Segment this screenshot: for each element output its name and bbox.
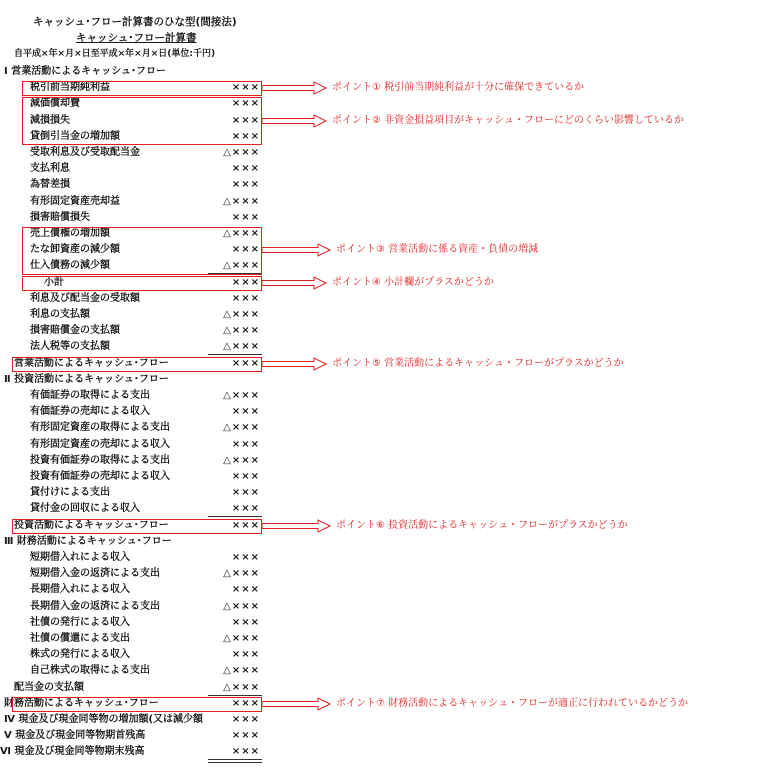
highlight-box xyxy=(12,357,262,372)
pointer-arrow-icon xyxy=(262,81,328,95)
pointer-arrow-icon xyxy=(262,697,332,711)
point-note: ポイント③ 営業活動に係る資産・負債の増減 xyxy=(336,244,539,256)
row-label: Ⅳ 現金及び現金同等物の増加額(又は減少額 xyxy=(4,714,204,725)
row-label: 有形固定資産売却益 xyxy=(30,195,120,207)
period-line: 自平成×年×月×日至平成×年×月×日(単位:千円) xyxy=(14,49,216,59)
subtotal-underline xyxy=(208,516,262,517)
row-label: 配当金の支払額 xyxy=(14,681,84,693)
row-amount: △××× xyxy=(223,309,260,320)
row-amount: ××× xyxy=(231,98,260,110)
row-label: 投資有価証券の取得による支出 xyxy=(30,454,170,466)
point-note: ポイント⑦ 財務活動によるキャッシュ・フローが適正に行われているかどうか xyxy=(336,697,688,709)
highlight-box xyxy=(22,97,262,145)
row-amount: ××× xyxy=(231,552,260,563)
row-amount: ××× xyxy=(231,487,260,499)
highlight-box xyxy=(22,276,262,291)
document-title: キャッシュ･フロー計算書のひな型(間接法) xyxy=(33,16,237,28)
row-amount: ××× xyxy=(231,114,260,126)
row-amount: △××× xyxy=(223,568,260,580)
highlight-box xyxy=(12,519,262,534)
pointer-arrow-icon xyxy=(262,357,328,371)
row-label: 売上債権の増加額 xyxy=(30,228,110,239)
total-double-underline xyxy=(208,759,262,760)
row-amount: ××× xyxy=(231,746,260,758)
point-note: ポイント② 非資金損益項目がキャッシュ・フローにどのくらい影響しているか xyxy=(332,114,684,126)
row-label: 仕入債務の減少額 xyxy=(30,260,110,272)
pointer-arrow-icon xyxy=(262,243,332,257)
row-label: Ⅵ 現金及び現金同等物期末残高 xyxy=(0,746,145,758)
row-label: 貸付けによる支出 xyxy=(30,487,110,499)
highlight-box xyxy=(22,81,262,96)
row-amount: △××× xyxy=(223,228,260,239)
highlight-box xyxy=(12,697,262,712)
row-label: Ⅱ 投資活動によるキャッシュ･フロー xyxy=(4,373,169,385)
row-amount: △××× xyxy=(223,147,260,158)
row-label: 損害賠償損失 xyxy=(30,211,90,223)
row-label: 有形固定資産の売却による収入 xyxy=(30,438,170,450)
subtotal-underline xyxy=(208,695,262,696)
row-amount: ××× xyxy=(231,244,260,256)
row-amount: ××× xyxy=(231,616,260,628)
row-label: 小計 xyxy=(44,276,64,288)
row-label: 受取利息及び受取配当金 xyxy=(30,147,140,158)
row-amount: △××× xyxy=(223,422,260,434)
total-double-underline xyxy=(208,762,262,763)
point-note: ポイント⑤ 営業活動によるキャッシュ・フローがプラスかどうか xyxy=(332,357,624,369)
row-amount: △××× xyxy=(223,633,260,644)
row-amount: ××× xyxy=(231,211,260,223)
row-label: 有形固定資産の取得による支出 xyxy=(30,422,170,434)
row-label: 長期借入れによる収入 xyxy=(30,584,130,596)
row-amount: ××× xyxy=(231,276,260,288)
row-label: 社債の償還による支出 xyxy=(30,633,130,644)
row-label: 財務活動によるキャッシュ･フロー xyxy=(4,697,159,709)
row-amount: ××× xyxy=(231,730,260,742)
row-amount: ××× xyxy=(231,584,260,596)
row-amount: ××× xyxy=(231,697,260,709)
row-label: Ⅰ 営業活動によるキャッシュ･フロー xyxy=(4,66,167,77)
row-amount: ××× xyxy=(231,357,260,369)
point-note: ポイント④ 小計欄がプラスかどうか xyxy=(332,276,494,288)
row-amount: ××× xyxy=(231,519,260,531)
row-label: Ⅲ 財務活動によるキャッシュ･フロー xyxy=(4,535,172,547)
row-amount: △××× xyxy=(223,665,260,677)
row-label: 支払利息 xyxy=(30,163,70,175)
row-amount: △××× xyxy=(223,260,260,272)
row-label: 利息の支払額 xyxy=(30,309,90,320)
row-label: 株式の発行による収入 xyxy=(30,649,130,661)
row-label: 短期借入金の返済による支出 xyxy=(30,568,160,580)
row-amount: △××× xyxy=(223,325,260,337)
row-label: 自己株式の取得による支出 xyxy=(30,665,150,677)
row-label: 法人税等の支払額 xyxy=(30,341,110,353)
row-amount: ××× xyxy=(231,714,260,725)
row-amount: △××× xyxy=(223,454,260,466)
row-label: 貸倒引当金の増加額 xyxy=(30,130,120,142)
row-label: 有価証券の取得による支出 xyxy=(30,390,150,401)
row-amount: ××× xyxy=(231,163,260,175)
row-amount: △××× xyxy=(223,341,260,353)
row-amount: ××× xyxy=(231,649,260,661)
pointer-arrow-icon xyxy=(262,276,328,290)
row-label: 社債の発行による収入 xyxy=(30,616,130,628)
row-label: Ⅴ 現金及び現金同等物期首残高 xyxy=(4,730,146,742)
row-amount: △××× xyxy=(223,600,260,612)
row-amount: ××× xyxy=(231,503,260,515)
row-label: 短期借入れによる収入 xyxy=(30,552,130,563)
row-label: たな卸資産の減少額 xyxy=(30,244,120,256)
row-label: 貸付金の回収による収入 xyxy=(30,503,140,515)
row-label: 営業活動によるキャッシュ･フロー xyxy=(14,357,169,369)
pointer-arrow-icon xyxy=(262,114,328,128)
row-label: 税引前当期純利益 xyxy=(30,82,110,94)
row-amount: ××× xyxy=(231,292,260,304)
row-amount: ××× xyxy=(231,471,260,482)
row-label: 投資活動によるキャッシュ･フロー xyxy=(14,519,169,531)
row-amount: ××× xyxy=(231,406,260,418)
row-amount: ××× xyxy=(231,130,260,142)
highlight-box xyxy=(22,227,262,275)
row-label: 為替差損 xyxy=(30,179,70,191)
row-amount: ××× xyxy=(231,179,260,191)
row-label: 損害賠償金の支払額 xyxy=(30,325,120,337)
row-amount: △××× xyxy=(223,681,260,693)
statement-subtitle: キャッシュ･フロー計算書 xyxy=(76,32,197,44)
row-amount: ××× xyxy=(231,82,260,94)
row-amount: △××× xyxy=(223,195,260,207)
point-note: ポイント⑥ 投資活動によるキャッシュ・フローがプラスかどうか xyxy=(336,519,628,531)
subtotal-underline xyxy=(208,354,262,355)
row-label: 有価証券の売却による収入 xyxy=(30,406,150,418)
row-label: 長期借入金の返済による支出 xyxy=(30,600,160,612)
row-amount: △××× xyxy=(223,390,260,401)
row-amount: ××× xyxy=(231,438,260,450)
pointer-arrow-icon xyxy=(262,519,332,533)
point-note: ポイント① 税引前当期純利益が十分に確保できているか xyxy=(332,82,585,94)
row-label: 減損損失 xyxy=(30,114,70,126)
row-label: 減価償却費 xyxy=(30,98,80,110)
row-label: 投資有価証券の売却による収入 xyxy=(30,471,170,482)
row-label: 利息及び配当金の受取額 xyxy=(30,292,140,304)
